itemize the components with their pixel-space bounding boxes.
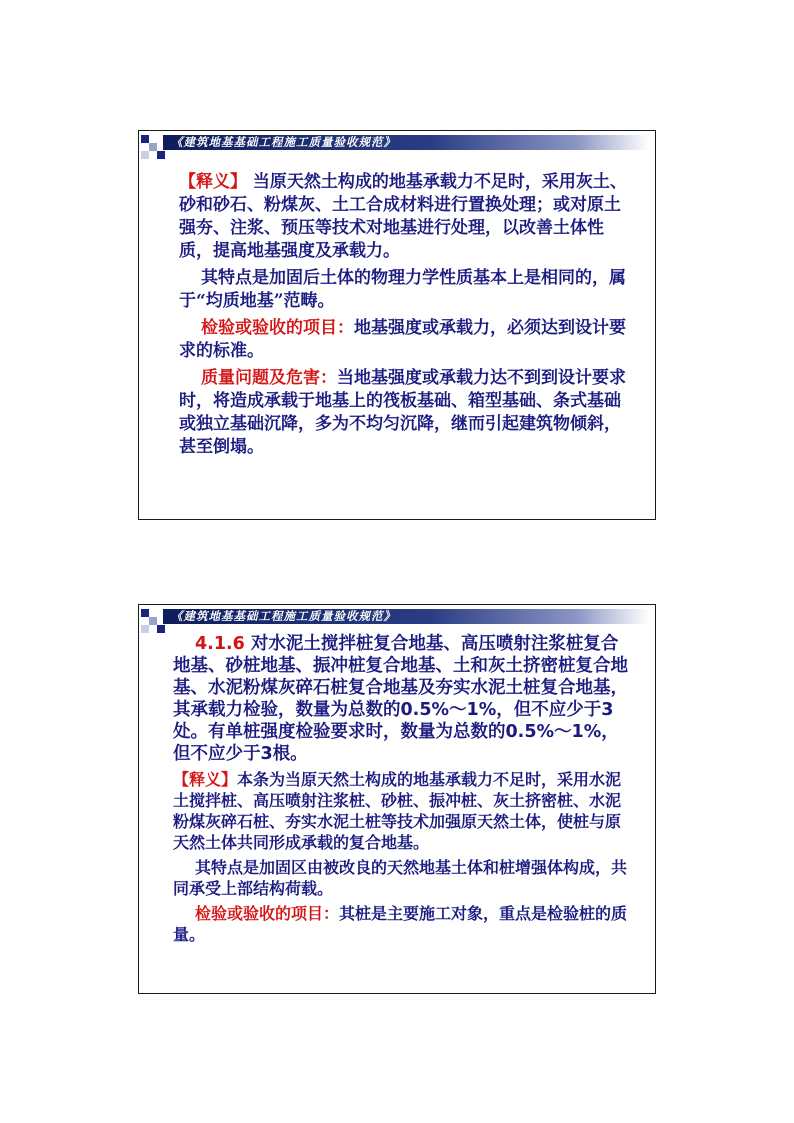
paragraph-inspection	[179, 317, 629, 363]
definition-tag: 【释义】	[173, 770, 238, 789]
slide-2-body	[173, 633, 635, 949]
slide-1	[138, 130, 656, 520]
slide-header	[139, 605, 655, 627]
paragraph-inspection	[173, 903, 635, 945]
slide-1-body	[179, 171, 629, 463]
paragraph-features	[173, 857, 635, 899]
clause-number: 4.1.6	[195, 634, 245, 654]
definition-text: 当原天然土构成的地基承载力不足时，采用灰土、砂和砂石、粉煤灰、土工合成材料进行置换处理；或对原土强夯、注浆、预压等技术对地基进行处理，以改善土体性质，提高地基强度及承载力。	[179, 172, 627, 261]
paragraph-quality-issues	[179, 367, 629, 459]
header-band	[163, 609, 649, 624]
paragraph-features	[179, 267, 629, 313]
inspection-text: 其桩是主要施工对象，重点是检验桩的质量。	[173, 904, 628, 944]
inspection-text: 地基强度或承载力，必须达到设计要求的标准。	[179, 318, 626, 361]
definition-text: 本条为当原天然土构成的地基承载力不足时，采用水泥土搅拌桩、高压喷射注浆桩、砂桩、振冲桩、灰土挤密桩、水泥粉煤灰碎石桩、夯实水泥土桩等技术加强原天然土体，使桩与原天然土体共同形成承载的复合地基。	[173, 770, 622, 852]
header-band	[163, 135, 649, 150]
features-text: 其特点是加固区由被改良的天然地基土体和桩增强体构成，共同承受上部结构荷载。	[173, 858, 628, 898]
header-title: 《建筑地基基础工程施工质量验收规范》	[171, 609, 396, 623]
inspection-label: 检验或验收的项目：	[201, 318, 354, 338]
slide-header	[139, 131, 655, 153]
clause-text: 对水泥土搅拌桩复合地基、高压喷射注浆桩复合地基、砂桩地基、振冲桩复合地基、土和灰土挤密桩复合地基、水泥粉煤灰碎石桩复合地基及夯实水泥土桩复合地基，其承载力检验，数量为总数的0.5%～1%，但不应少于3处。有单桩强度检验要求时，数量为总数的0.5%～1%，但不应少于3根。	[173, 634, 628, 764]
quality-issues-text: 当地基强度或承载力达不到到设计要求时，将造成承载于地基上的筏板基础、箱型基础、条式基础或独立基础沉降，多为不均匀沉降，继而引起建筑物倾斜，甚至倒塌。	[179, 368, 626, 457]
header-title: 《建筑地基基础工程施工质量验收规范》	[171, 135, 396, 149]
quality-issues-label: 质量问题及危害：	[201, 368, 337, 388]
features-text: 其特点是加固后土体的物理力学性质基本上是相同的，属于“均质地基”范畴。	[179, 268, 626, 311]
inspection-label: 检验或验收的项目：	[195, 904, 340, 923]
paragraph-definition	[173, 769, 635, 853]
paragraph-definition	[179, 171, 629, 263]
paragraph-clause	[173, 633, 635, 765]
definition-tag: 【释义】	[179, 172, 247, 192]
slide-2	[138, 604, 656, 994]
